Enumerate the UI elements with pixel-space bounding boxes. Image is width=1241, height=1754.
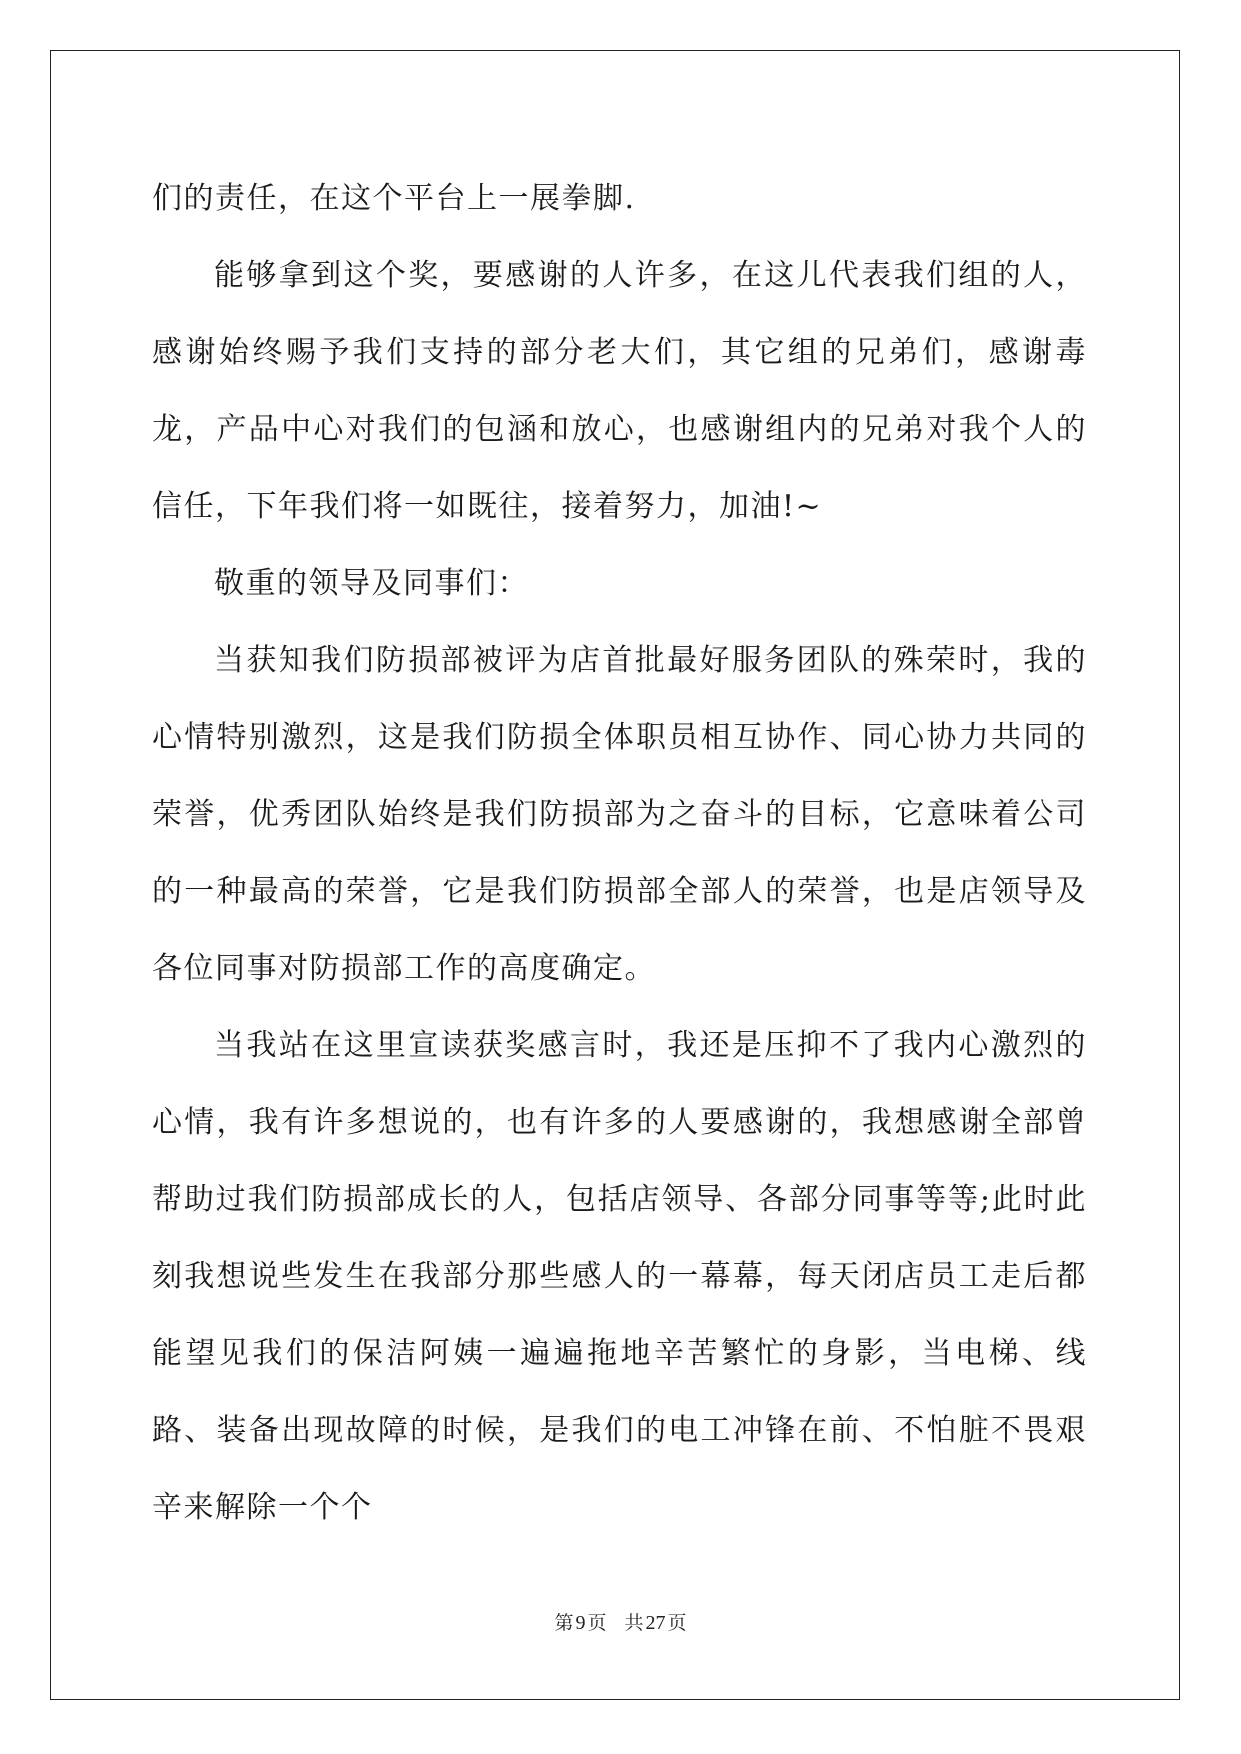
page-current: 9 (575, 1612, 586, 1634)
page-prefix: 第 (554, 1612, 574, 1634)
paragraph-5: 当我站在这里宣读获奖感言时，我还是压抑不了我内心激烈的心情，我有许多想说的，也有许多的人要感谢的，我想感谢全部曾帮助过我们防损部成长的人，包括店领导、各部分同事等等;此时此刻我想说些发生在我部分那些感人的一幕幕，每天闭店员工走后都能望见我们的保洁阿姨一遍遍拖地辛苦繁忙的身影，当电梯、线路、装备出现故障的时候，是我们的电工冲锋在前、不怕脏不畏艰辛来解除一个个 (152, 1028, 1087, 1525)
total-suffix: 页 (667, 1612, 687, 1634)
paragraph-2: 能够拿到这个奖，要感谢的人许多，在这儿代表我们组的人，感谢始终赐予我们支持的部分老大们，其它组的兄弟们，感谢毒龙，产品中心对我们的包涵和放心，也感谢组内的兄弟对我个人的信任，下年我们将一如既往，接着努力，加油!~ (152, 258, 1087, 524)
paragraph-3: 敬重的领导及同事们： (214, 566, 529, 601)
paragraph-1: 们的责任，在这个平台上一展拳脚. (152, 181, 636, 216)
paragraph-4: 当获知我们防损部被评为店首批最好服务团队的殊荣时，我的心情特别激烈，这是我们防损全体职员相互协作、同心协力共同的荣誉，优秀团队始终是我们防损部为之奋斗的目标，它意味着公司的一种最高的荣誉，它是我们防损部全部人的荣誉，也是店领导及各位同事对防损部工作的高度确定。 (152, 643, 1087, 986)
document-body (152, 160, 1087, 1546)
total-prefix: 共 (624, 1612, 644, 1634)
page-footer (0, 1608, 1241, 1635)
page-total: 27 (645, 1612, 666, 1634)
page-suffix: 页 (587, 1612, 607, 1634)
